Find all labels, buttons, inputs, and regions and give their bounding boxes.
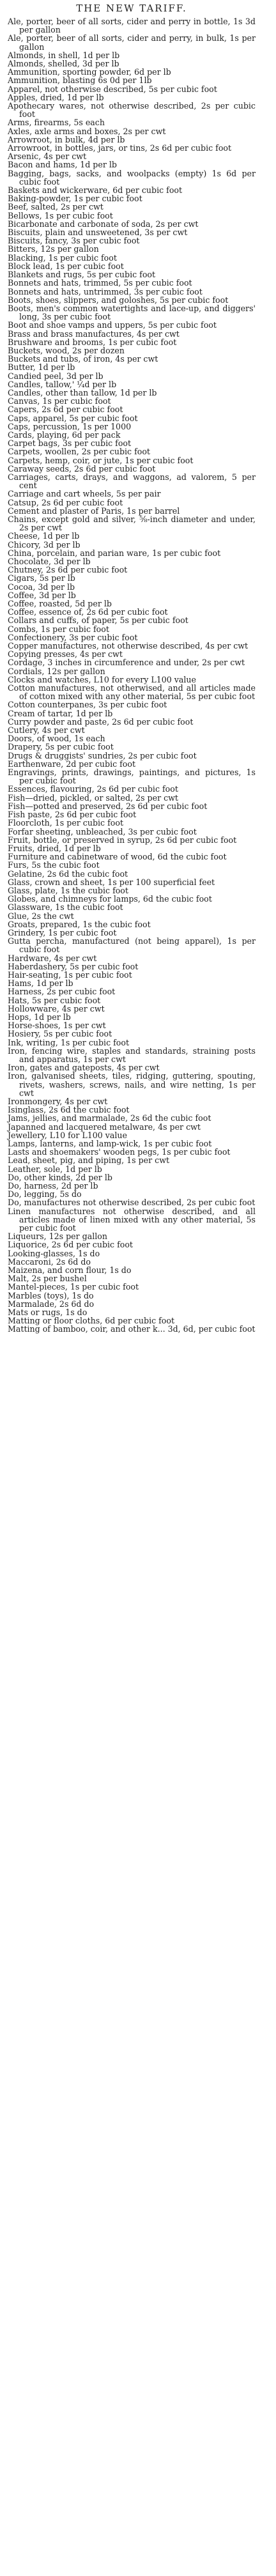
tariff-entry: Combs, 1s per cubic foot bbox=[8, 624, 109, 634]
tariff-entry: Bagging, bags, sacks, and woolpacks (empty) 1s 6d per cubic foot bbox=[8, 168, 256, 187]
tariff-entry: Caps, apparel, 5s per cubic foot bbox=[8, 413, 138, 423]
tariff-entry: Bonnets and hats, untrimmed, 3s per cubic foot bbox=[8, 286, 203, 297]
tariff-entry: Cards, playing, 6d per pack bbox=[8, 429, 121, 440]
tariff-entry: Japanned and lacquered metalware, 4s per cwt bbox=[8, 1122, 201, 1132]
tariff-entry: Caps, percussion, 1s per 1000 bbox=[8, 421, 132, 431]
tariff-entry: Ammunition, blasting 6s 0d per 1lb bbox=[8, 75, 152, 86]
tariff-entry: Cocoa, 3d per lb bbox=[8, 582, 75, 592]
tariff-entry: Fish paste, 2s 6d per cubic foot bbox=[8, 810, 137, 820]
tariff-entry: Carpets, woollen, 2s per cubic foot bbox=[8, 447, 150, 457]
tariff-entry: Do, other kinds, 2d per lb bbox=[8, 1172, 112, 1182]
tariff-entry: Harness, 2s per cubic foot bbox=[8, 987, 116, 997]
tariff-entry: Linen manufactures not otherwise described, and all articles made of linen mixed with any other material, 5s per cubic foot bbox=[8, 1206, 256, 1233]
tariff-entry: Coffee, essence of, 2s 6d per cubic foot bbox=[8, 607, 168, 617]
tariff-entry: Candied peel, 3d per lb bbox=[8, 371, 103, 381]
tariff-entry: Ammunition, sporting powder, 6d per lb bbox=[8, 67, 171, 77]
tariff-entry: Drugs & druggists' sundries, 2s per cubic foot bbox=[8, 750, 197, 760]
tariff-entry: Chocolate, 3d per lb bbox=[8, 557, 91, 566]
tariff-entry: Leather, sole, 1d per lb bbox=[8, 1164, 102, 1174]
tariff-entry: Do, manufactures not otherwise described, 2s per cubic foot bbox=[8, 1198, 256, 1208]
tariff-entry: Liquorice, 2s 6d per cubic foot bbox=[8, 1240, 133, 1250]
tariff-entry: China, porcelain, and parian ware, 1s per cubic foot bbox=[8, 548, 221, 558]
tariff-entry: Buckets and tubs, of iron, 4s per cwt bbox=[8, 354, 158, 364]
tariff-entry: Grindery, 1s per cubic foot bbox=[8, 927, 117, 937]
tariff-entry: Baking-powder, 1s per cubic foot bbox=[8, 194, 142, 204]
tariff-entry: Maizena, and corn flour, 1s do bbox=[8, 1265, 132, 1276]
tariff-entry: Arrowroot, in bottles, jars, or tins, 2s 6d per cubic foot bbox=[8, 143, 232, 153]
tariff-entry: Maccaroni, 2s 6d do bbox=[8, 1256, 91, 1267]
tariff-entry: Arms, firearms, 5s each bbox=[8, 118, 105, 128]
tariff-entry: Chicory, 3d per lb bbox=[8, 539, 80, 550]
tariff-entry: Matting or floor cloths, 6d per cubic foot bbox=[8, 1316, 175, 1326]
tariff-entry: Ink, writing, 1s per cubic foot bbox=[8, 1037, 130, 1047]
tariff-entry: Looking-glasses, 1s do bbox=[8, 1248, 100, 1258]
tariff-entry: Globes, and chimneys for lamps, 6d the cubic foot bbox=[8, 894, 212, 904]
tariff-entry: Fruit, bottle, or preserved in syrup, 2s 6d per cubic foot bbox=[8, 835, 237, 845]
tariff-entry: Biscuits, plain and unsweetened, 3s per cwt bbox=[8, 228, 188, 238]
tariff-entry: Mantel-pieces, 1s per cubic foot bbox=[8, 1282, 139, 1292]
tariff-entry: Iron, galvanised sheets, tiles, ridging, guttering, spouting, rivets, washers, screws, nails, and wire netting, 1s per cwt bbox=[8, 1071, 256, 1098]
tariff-entry: Mats or rugs, 1s do bbox=[8, 1307, 88, 1318]
tariff-entry: Malt, 2s per bushel bbox=[8, 1274, 87, 1284]
tariff-entry: Do, harness, 2d per lb bbox=[8, 1181, 98, 1191]
tariff-entry: Block lead, 1s per cubic foot bbox=[8, 261, 124, 271]
tariff-entry: Essences, flavouring, 2s 6d per cubic foot bbox=[8, 784, 178, 794]
tariff-entry: Chutney, 2s 6d per cubic foot bbox=[8, 565, 128, 575]
tariff-entry: Iron, gates and gateposts, 4s per cwt bbox=[8, 1063, 160, 1073]
tariff-entry: Iron, fencing wire, staples and standards, straining posts and apparatus, 1s per cwt bbox=[8, 1045, 256, 1064]
tariff-entry: Hams, 1d per lb bbox=[8, 978, 73, 989]
tariff-entry: Carpet bags, 3s per cubic foot bbox=[8, 438, 132, 449]
tariff-entry: Forfar sheeting, unbleached, 3s per cubic foot bbox=[8, 826, 197, 837]
tariff-entry: Engravings, prints, drawings, paintings, and pictures, 1s per cubic foot bbox=[8, 767, 256, 786]
tariff-entry: Coffee, roasted, 5d per lb bbox=[8, 599, 112, 609]
tariff-entry: Earthenware, 2d per cubic foot bbox=[8, 759, 136, 769]
tariff-entry: Hosiery, 5s per cubic foot bbox=[8, 1029, 112, 1039]
tariff-entry: Bitters, 12s per gallon bbox=[8, 244, 99, 254]
tariff-column bbox=[0, 0, 262, 1334]
tariff-entry: Buckets, wood, 2s per dozen bbox=[8, 345, 125, 355]
tariff-entry: Carriages, carts, drays, and waggons, ad valorem, 5 per cent bbox=[8, 472, 256, 491]
tariff-entry: Apparel, not otherwise described, 5s per cubic foot bbox=[8, 84, 217, 94]
tariff-entry: Coffee, 3d per lb bbox=[8, 590, 76, 600]
tariff-entry: Furs, 5s the cubic foot bbox=[8, 860, 100, 870]
tariff-entry: Doors, of wood, 1s each bbox=[8, 734, 105, 744]
tariff-entry: Gutta percha, manufactured (not being apparel), 1s per cubic foot bbox=[8, 936, 256, 955]
tariff-entry: Biscuits, fancy, 3s per cubic foot bbox=[8, 236, 140, 246]
tariff-entry: Bicarbonate and carbonate of soda, 2s per cwt bbox=[8, 219, 199, 229]
tariff-entry: Beef, salted, 2s per cwt bbox=[8, 202, 103, 212]
tariff-entry: Apothecary wares, not otherwise described, 2s per cubic foot bbox=[8, 101, 256, 120]
tariff-entry: Carpets, hemp, coir, or jute, 1s per cubic foot bbox=[8, 455, 194, 465]
tariff-entry: Fruits, dried, 1d per lb bbox=[8, 843, 101, 853]
article-title: THE NEW TARIFF. bbox=[76, 3, 187, 14]
tariff-entry: Collars and cuffs, of paper, 5s per cubic foot bbox=[8, 615, 188, 626]
tariff-entry: Capers, 2s 6d per cubic foot bbox=[8, 405, 123, 415]
tariff-entry: Hollowware, 4s per cwt bbox=[8, 1003, 105, 1014]
tariff-entry: Blacking, 1s per cubic foot bbox=[8, 252, 117, 263]
tariff-entry: Copper manufactures, not otherwise described, 4s per cwt bbox=[8, 641, 249, 651]
tariff-entry: Carriage and cart wheels, 5s per pair bbox=[8, 489, 161, 499]
tariff-entry: Cement and plaster of Paris, 1s per barrel bbox=[8, 505, 180, 516]
tariff-entry: Boot and shoe vamps and uppers, 5s per cubic foot bbox=[8, 320, 217, 330]
tariff-entry: Lamps, lanterns, and lamp-wick, 1s per cubic foot bbox=[8, 1139, 212, 1149]
tariff-entry: Almonds, shelled, 3d per lb bbox=[8, 59, 119, 69]
tariff-entry: Horse-shoes, 1s per cwt bbox=[8, 1021, 106, 1031]
tariff-entry: Glassware, 1s the cubic foot bbox=[8, 902, 123, 913]
tariff-entry: Do, legging, 5s do bbox=[8, 1189, 82, 1199]
tariff-entry: Gelatine, 2s 6d the cubic foot bbox=[8, 868, 128, 879]
tariff-entry: Matting of bamboo, coir, and other k... 3d, 6d, per cubic foot bbox=[8, 1324, 256, 1334]
tariff-entry: Fish—dried, pickled, or salted, 2s per cwt bbox=[8, 792, 178, 803]
tariff-entry: Catsup, 2s 6d per cubic foot bbox=[8, 497, 123, 507]
tariff-entry: Axles, axle arms and boxes, 2s per cwt bbox=[8, 126, 166, 136]
tariff-entry: Cotton manufactures, not otherwised, and all articles made of cotton mixed with any other material, 5s per cubic foot bbox=[8, 683, 256, 702]
tariff-entry: Cordage, 3 inches in circumference and under, 2s per cwt bbox=[8, 658, 245, 668]
tariff-entry: Ale, porter, beer of all sorts, cider and perry in bottle, 1s 3d per gallon bbox=[8, 17, 256, 35]
tariff-entry: Hair-seating, 1s per cubic foot bbox=[8, 969, 132, 980]
tariff-entry: Furniture and cabinetware of wood, 6d the cubic foot bbox=[8, 852, 227, 862]
tariff-list bbox=[8, 17, 256, 1334]
tariff-entry: Clocks and watches, L10 for every L100 value bbox=[8, 674, 196, 684]
tariff-entry: Chains, except gold and silver, ⅝-inch diameter and under, 2s per cwt bbox=[8, 514, 256, 533]
tariff-entry: Ale, porter, beer of all sorts, cider and perry, in bulk, 1s per gallon bbox=[8, 33, 256, 52]
tariff-entry: Candles, tallow,' ¼d per lb bbox=[8, 379, 117, 389]
tariff-entry: Confectionery, 3s per cubic foot bbox=[8, 632, 138, 642]
tariff-entry: Blankets and rugs, 5s per cubic foot bbox=[8, 270, 156, 280]
tariff-entry: Cheese, 1d per lb bbox=[8, 531, 80, 541]
tariff-entry: Groats, prepared, 1s the cubic foot bbox=[8, 919, 151, 929]
tariff-entry: Marmalade, 2s 6d do bbox=[8, 1299, 95, 1309]
tariff-entry: Hats, 5s per cubic foot bbox=[8, 995, 101, 1005]
tariff-entry: Curry powder and paste, 2s 6d per cubic foot bbox=[8, 716, 194, 727]
tariff-entry: Arrowroot, in bulk, 4d per lb bbox=[8, 134, 125, 144]
tariff-entry: Copying presses, 4s per cwt bbox=[8, 649, 123, 659]
tariff-entry: Haberdashery, 5s per cubic foot bbox=[8, 961, 139, 971]
tariff-entry: Canvas, 1s per cubic foot bbox=[8, 396, 111, 406]
tariff-entry: Cotton counterpanes, 3s per cubic foot bbox=[8, 700, 167, 710]
tariff-entry: Fish—potted and preserved, 2s 6d per cubic foot bbox=[8, 801, 208, 811]
tariff-entry: Cutlery, 4s per cwt bbox=[8, 725, 85, 736]
tariff-entry: Glue, 2s the cwt bbox=[8, 911, 74, 921]
tariff-entry: Baskets and wickerware, 6d per cubic foot bbox=[8, 185, 183, 196]
tariff-entry: Candles, other than tallow, 1d per lb bbox=[8, 387, 157, 397]
tariff-entry: Lead, sheet, pig, and piping, 1s per cwt bbox=[8, 1155, 170, 1166]
tariff-entry: Bellows, 1s per cubic foot bbox=[8, 210, 113, 220]
tariff-entry: Ironmongery, 4s per cwt bbox=[8, 1097, 108, 1106]
tariff-entry: Hops, 1d per lb bbox=[8, 1012, 71, 1022]
tariff-entry: Caraway seeds, 2s 6d per cubic foot bbox=[8, 463, 156, 474]
tariff-entry: Jewellery, L10 for L100 value bbox=[8, 1130, 127, 1140]
tariff-entry: Boots, shoes, slippers, and goloshes, 5s per cubic foot bbox=[8, 295, 229, 305]
tariff-entry: Cream of tartar, 1d per lb bbox=[8, 708, 113, 718]
tariff-entry: Brass and brass manufactures, 4s per cwt bbox=[8, 328, 180, 339]
tariff-entry: Arsenic, 4s per cwt bbox=[8, 151, 87, 162]
tariff-entry: Apples, dried, 1d per lb bbox=[8, 92, 104, 102]
tariff-entry: Glass, plate, 1s the cubic foot bbox=[8, 885, 128, 895]
tariff-entry: Cordials, 12s per gallon bbox=[8, 666, 105, 676]
tariff-entry: Isinglass, 2s 6d the cubic foot bbox=[8, 1105, 130, 1115]
tariff-entry: Hardware, 4s per cwt bbox=[8, 953, 97, 963]
tariff-entry: Bonnets and hats, trimmed, 5s per cubic foot bbox=[8, 278, 192, 288]
tariff-entry: Cigars, 5s per lb bbox=[8, 573, 75, 583]
tariff-entry: Butter, 1d per lb bbox=[8, 362, 75, 373]
tariff-entry: Jams, jellies, and marmalade, 2s 6d the cubic foot bbox=[8, 1113, 211, 1123]
tariff-entry: Lasts and shoemakers' wooden pegs, 1s per cubic foot bbox=[8, 1147, 231, 1157]
tariff-entry: Marbles (toys), 1s do bbox=[8, 1290, 94, 1300]
tariff-entry: Almonds, in shell, 1d per lb bbox=[8, 50, 120, 60]
tariff-entry: Drapery, 5s per cubic foot bbox=[8, 742, 114, 752]
tariff-entry: Glass, crown and sheet, 1s per 100 superficial feet bbox=[8, 877, 215, 887]
tariff-entry: Liqueurs, 12s per gallon bbox=[8, 1231, 107, 1242]
tariff-entry: Floorcloth, 1s per cubic foot bbox=[8, 818, 124, 828]
tariff-entry: Boots, men's common watertights and lace-up, and diggers' long, 3s per cubic foot bbox=[8, 303, 256, 322]
tariff-entry: Brushware and brooms, 1s per cubic foot bbox=[8, 337, 177, 347]
tariff-entry: Bacon and hams, 1d per lb bbox=[8, 160, 117, 170]
